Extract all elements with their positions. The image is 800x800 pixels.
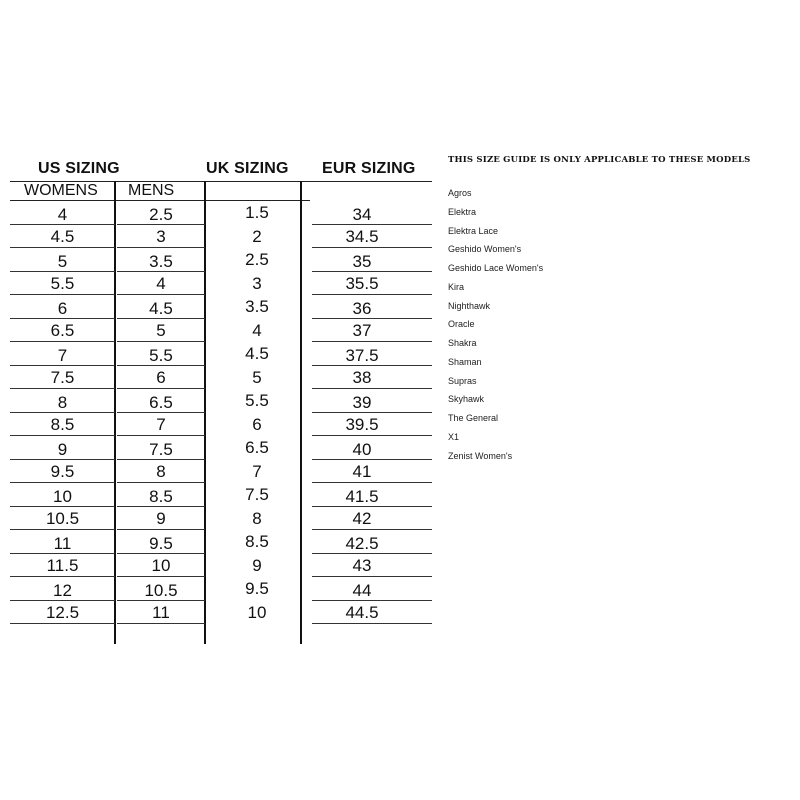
eur-size-cell: 40 <box>352 440 372 459</box>
model-list-item: Shaman <box>448 356 482 367</box>
uk-size-cell: 5 <box>252 367 262 387</box>
womens-size-cell: 9 <box>57 440 68 459</box>
uk-size-cell: 9.5 <box>245 579 269 598</box>
model-list-item: Nighthawk <box>448 300 491 311</box>
table-row <box>10 272 432 296</box>
table-row <box>10 413 432 437</box>
uk-size-cell: 4.5 <box>245 344 269 363</box>
eur-size-cell: 44.5 <box>345 602 379 622</box>
mens-size-cell: 8 <box>156 461 166 481</box>
eur-size-cell: 34 <box>352 205 372 224</box>
mens-size-cell: 5.5 <box>149 346 173 365</box>
womens-size-cell: 12 <box>53 581 72 600</box>
uk-size-cell: 8 <box>252 508 262 528</box>
eur-size-cell: 35 <box>352 252 372 271</box>
mens-size-cell: 9 <box>156 508 166 528</box>
models-title: THIS SIZE GUIDE IS ONLY APPLICABLE TO THESE MODELS <box>448 155 751 165</box>
table-row <box>10 319 432 343</box>
eur-size-cell: 39.5 <box>345 414 379 434</box>
uk-size-cell: 8.5 <box>245 532 269 551</box>
womens-size-cell: 4 <box>57 205 68 224</box>
womens-size-cell: 8 <box>57 393 68 412</box>
mens-size-cell: 10 <box>151 555 171 575</box>
womens-size-cell: 6.5 <box>50 320 75 340</box>
model-list-item: Supras <box>448 375 477 386</box>
womens-size-cell: 5.5 <box>50 273 75 293</box>
uk-size-cell: 9 <box>252 555 262 575</box>
table-row <box>10 483 432 507</box>
table-row <box>10 530 432 554</box>
uk-size-cell: 10 <box>247 602 267 622</box>
model-list-item: Skyhawk <box>448 394 485 405</box>
model-list-item: Kira <box>448 281 465 292</box>
mens-size-cell: 7.5 <box>149 440 173 459</box>
eur-size-cell: 37 <box>352 320 372 340</box>
eur-size-cell: 42 <box>352 508 372 528</box>
mens-size-cell: 5 <box>156 320 166 340</box>
table-row <box>10 366 432 390</box>
eur-size-cell: 41.5 <box>345 487 379 506</box>
table-row <box>10 389 432 413</box>
model-list-item: Oracle <box>448 319 475 330</box>
uk-size-cell: 7.5 <box>245 485 269 504</box>
womens-size-cell: 12.5 <box>45 602 80 622</box>
eur-size-cell: 37.5 <box>345 346 379 365</box>
mens-size-cell: 6 <box>156 367 166 387</box>
mens-size-cell: 8.5 <box>149 487 173 506</box>
womens-size-cell: 6 <box>57 299 68 318</box>
womens-size-cell: 8.5 <box>50 414 75 434</box>
mens-size-cell: 9.5 <box>149 534 173 553</box>
table-row <box>10 554 432 578</box>
eur-sizing-header: EUR SIZING <box>322 160 416 177</box>
uk-size-cell: 6.5 <box>245 438 269 457</box>
mens-size-cell: 11 <box>152 602 170 622</box>
table-row <box>10 601 432 625</box>
womens-size-cell: 4.5 <box>50 226 75 246</box>
model-list-item: Zenist Women's <box>448 450 513 461</box>
model-list-item: Geshido Women's <box>448 244 522 255</box>
table-row <box>10 507 432 531</box>
model-list-item: X1 <box>448 431 460 442</box>
table-row <box>10 295 432 319</box>
womens-size-cell: 7.5 <box>50 367 75 387</box>
uk-size-cell: 5.5 <box>245 391 269 410</box>
model-list-item: The General <box>448 413 499 423</box>
uk-size-cell: 7 <box>252 461 262 481</box>
table-row <box>10 342 432 366</box>
eur-size-cell: 35.5 <box>345 273 379 293</box>
mens-subheader: MENS <box>128 182 175 199</box>
uk-size-cell: 1.5 <box>245 203 269 222</box>
mens-size-cell: 3.5 <box>149 252 173 271</box>
womens-size-cell: 5 <box>57 252 68 271</box>
womens-size-cell: 11.5 <box>46 555 79 575</box>
mens-size-cell: 10.5 <box>144 581 178 600</box>
uk-size-cell: 2 <box>252 226 262 246</box>
eur-size-cell: 34.5 <box>345 226 379 246</box>
model-list-item: Agros <box>448 188 472 198</box>
table-row <box>10 436 432 460</box>
table-row <box>10 225 432 249</box>
mens-size-cell: 3 <box>156 226 166 246</box>
eur-size-cell: 43 <box>352 555 372 575</box>
womens-size-cell: 7 <box>57 346 68 365</box>
eur-size-cell: 38 <box>352 367 372 387</box>
uk-size-cell: 3.5 <box>245 297 269 316</box>
womens-size-cell: 10 <box>53 487 72 506</box>
uk-size-cell: 6 <box>252 414 262 434</box>
us-sizing-header: US SIZING <box>38 160 120 177</box>
eur-size-cell: 39 <box>352 393 372 412</box>
models-panel <box>448 155 788 465</box>
uk-size-cell: 3 <box>252 273 262 293</box>
uk-size-cell: 2.5 <box>245 250 269 269</box>
mens-size-cell: 4 <box>156 273 166 293</box>
mens-size-cell: 4.5 <box>149 299 173 318</box>
row-divider <box>312 623 432 624</box>
model-list-item: Elektra <box>448 206 477 217</box>
size-rows <box>10 201 432 624</box>
womens-size-cell: 11 <box>53 534 72 553</box>
size-chart-table <box>10 150 432 644</box>
womens-size-cell: 9.5 <box>50 461 75 481</box>
table-row <box>10 201 432 225</box>
model-list-item: Elektra Lace <box>448 225 499 236</box>
eur-size-cell: 44 <box>352 581 372 600</box>
model-list-item: Shakra <box>448 338 477 348</box>
mens-size-cell: 7 <box>156 414 166 434</box>
uk-sizing-header: UK SIZING <box>206 160 289 177</box>
mens-size-cell: 2.5 <box>149 205 173 224</box>
womens-size-cell: 10.5 <box>45 508 80 528</box>
uk-size-cell: 4 <box>252 320 262 340</box>
eur-size-cell: 36 <box>352 299 372 318</box>
row-divider <box>117 623 205 624</box>
eur-size-cell: 42.5 <box>345 534 379 553</box>
table-row <box>10 248 432 272</box>
table-row <box>10 460 432 484</box>
row-divider <box>10 623 115 624</box>
mens-size-cell: 6.5 <box>149 393 173 412</box>
eur-size-cell: 41 <box>352 461 372 481</box>
womens-subheader: WOMENS <box>24 182 98 199</box>
model-list-item: Geshido Lace Women's <box>448 263 544 273</box>
table-row <box>10 577 432 601</box>
model-list <box>448 184 788 465</box>
